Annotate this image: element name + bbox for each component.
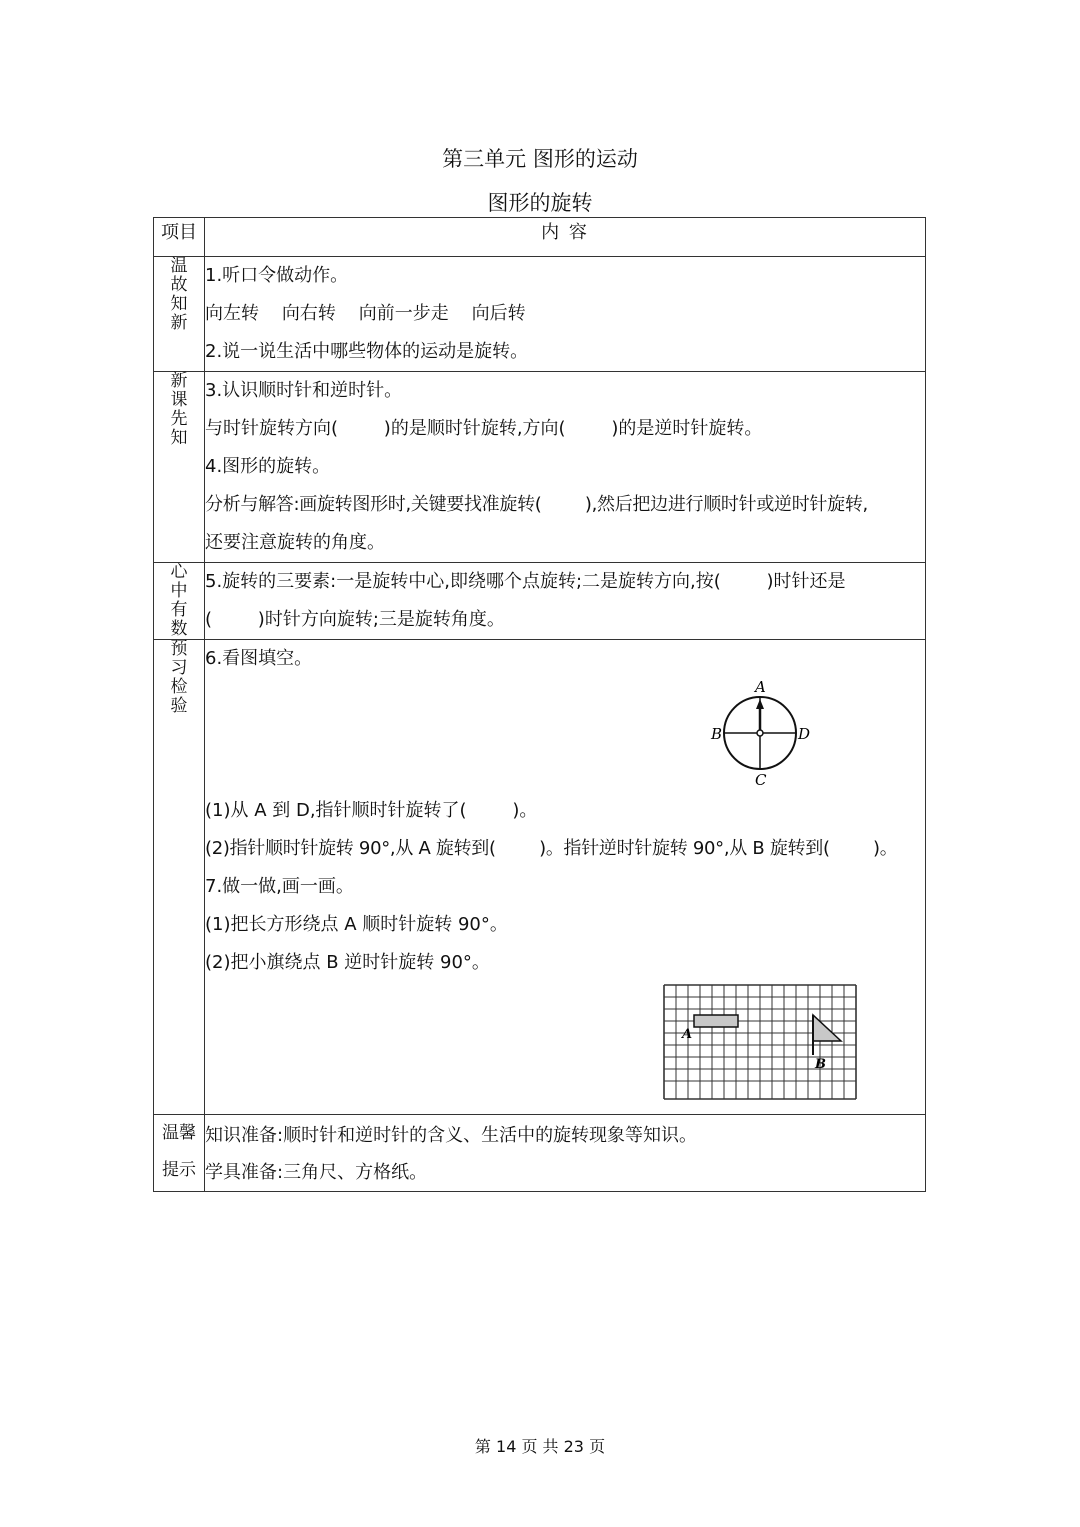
column-header-content: 内 容 [205,218,926,257]
label-char: 检 [170,677,188,697]
text-line: 1.听口令做动作。 [205,265,349,286]
flag-shape [813,1015,841,1041]
rectangle-shape [694,1015,738,1027]
grid-diagram [195,982,955,1106]
section-content [205,1115,926,1192]
question-6-2: (2)指针顺时针旋转 90°,从 A 旋转到( )。指针逆时针旋转 90°,从 B 旋转到( )。 [205,838,898,859]
grid-label-b: B [815,1057,826,1072]
section-content [205,563,926,640]
question-7-1: (1)把长方形绕点 A 顺时针旋转 90°。 [205,914,508,935]
tips-label-line-2: 提示 [162,1160,196,1180]
label-char: 故 [170,275,188,295]
section-content [205,640,926,1115]
section-review [154,257,926,372]
question-6-1: (1)从 A 到 D,指针顺时针旋转了( )。 [205,800,538,821]
text-line: 2.说一说生活中哪些物体的运动是旋转。 [205,341,529,362]
grid-label-a: A [682,1027,693,1042]
grid-figure [205,982,925,1106]
text-line: ( )时针方向旋转;三是旋转角度。 [205,609,505,630]
label-char: 数 [170,619,188,639]
section-preview-check [154,640,926,1115]
section-content [205,372,926,563]
text-line: 4.图形的旋转。 [205,456,331,477]
grid-lines [664,985,856,1099]
lesson-table [153,217,926,1192]
label-char: 有 [170,600,188,620]
section-tips [154,1115,926,1192]
label-char: 习 [170,658,188,678]
text-line: 3.认识顺时针和逆时针。 [205,380,403,401]
pointer-arrow-icon [756,699,764,709]
clock-diagram [195,678,955,792]
label-char: 验 [170,696,188,716]
column-header-item: 项目 [154,218,205,257]
clock-label-d: D [798,725,811,743]
label-char: 新 [170,313,188,333]
text-line: 与时针旋转方向( )的是顺时针旋转,方向( )的是逆时针旋转。 [205,418,763,439]
label-char: 温 [170,256,188,276]
clock-label-a: A [755,678,766,696]
text-line: 分析与解答:画旋转图形时,关键要找准旋转( ),然后把边进行顺时针或逆时针旋转, [205,494,868,515]
label-char: 知 [170,294,188,314]
unit-title: 第三单元 图形的运动 [442,147,638,171]
section-label [154,563,205,640]
label-char: 课 [170,390,188,410]
label-char: 预 [170,639,188,659]
label-char: 中 [170,581,188,601]
table-header-row [154,218,926,257]
clock-figure [205,678,925,792]
question-7-title: 7.做一做,画一画。 [205,876,354,897]
label-char: 新 [170,371,188,391]
label-char: 先 [170,409,188,429]
clock-center [757,730,763,736]
text-line: 5.旋转的三要素:一是旋转中心,即绕哪个点旋转;二是旋转方向,按( )时针还是 [205,571,846,592]
tips-label-line-1: 温馨 [162,1123,196,1143]
clock-label-b: B [711,725,723,743]
question-6-title: 6.看图填空。 [205,648,313,669]
clock-label-c: C [755,771,767,789]
section-label [154,257,205,372]
label-char: 知 [170,428,188,448]
section-label [154,372,205,563]
section-key-points [154,563,926,640]
text-line: 向左转 向右转 向前一步走 向后转 [205,303,526,324]
text-line: 还要注意旋转的角度。 [205,532,385,553]
section-label [154,1115,205,1192]
lesson-title: 图形的旋转 [487,191,593,215]
section-new-lesson [154,372,926,563]
question-7-2: (2)把小旗绕点 B 逆时针旋转 90°。 [205,952,490,973]
section-content [205,257,926,372]
page-number: 第 14 页 共 23 页 [474,1437,606,1456]
label-char: 心 [170,562,188,582]
tips-line-1: 知识准备:顺时针和逆时针的含义、生活中的旋转现象等知识。 [205,1125,698,1146]
tips-line-2: 学具准备:三角尺、方格纸。 [205,1162,428,1183]
